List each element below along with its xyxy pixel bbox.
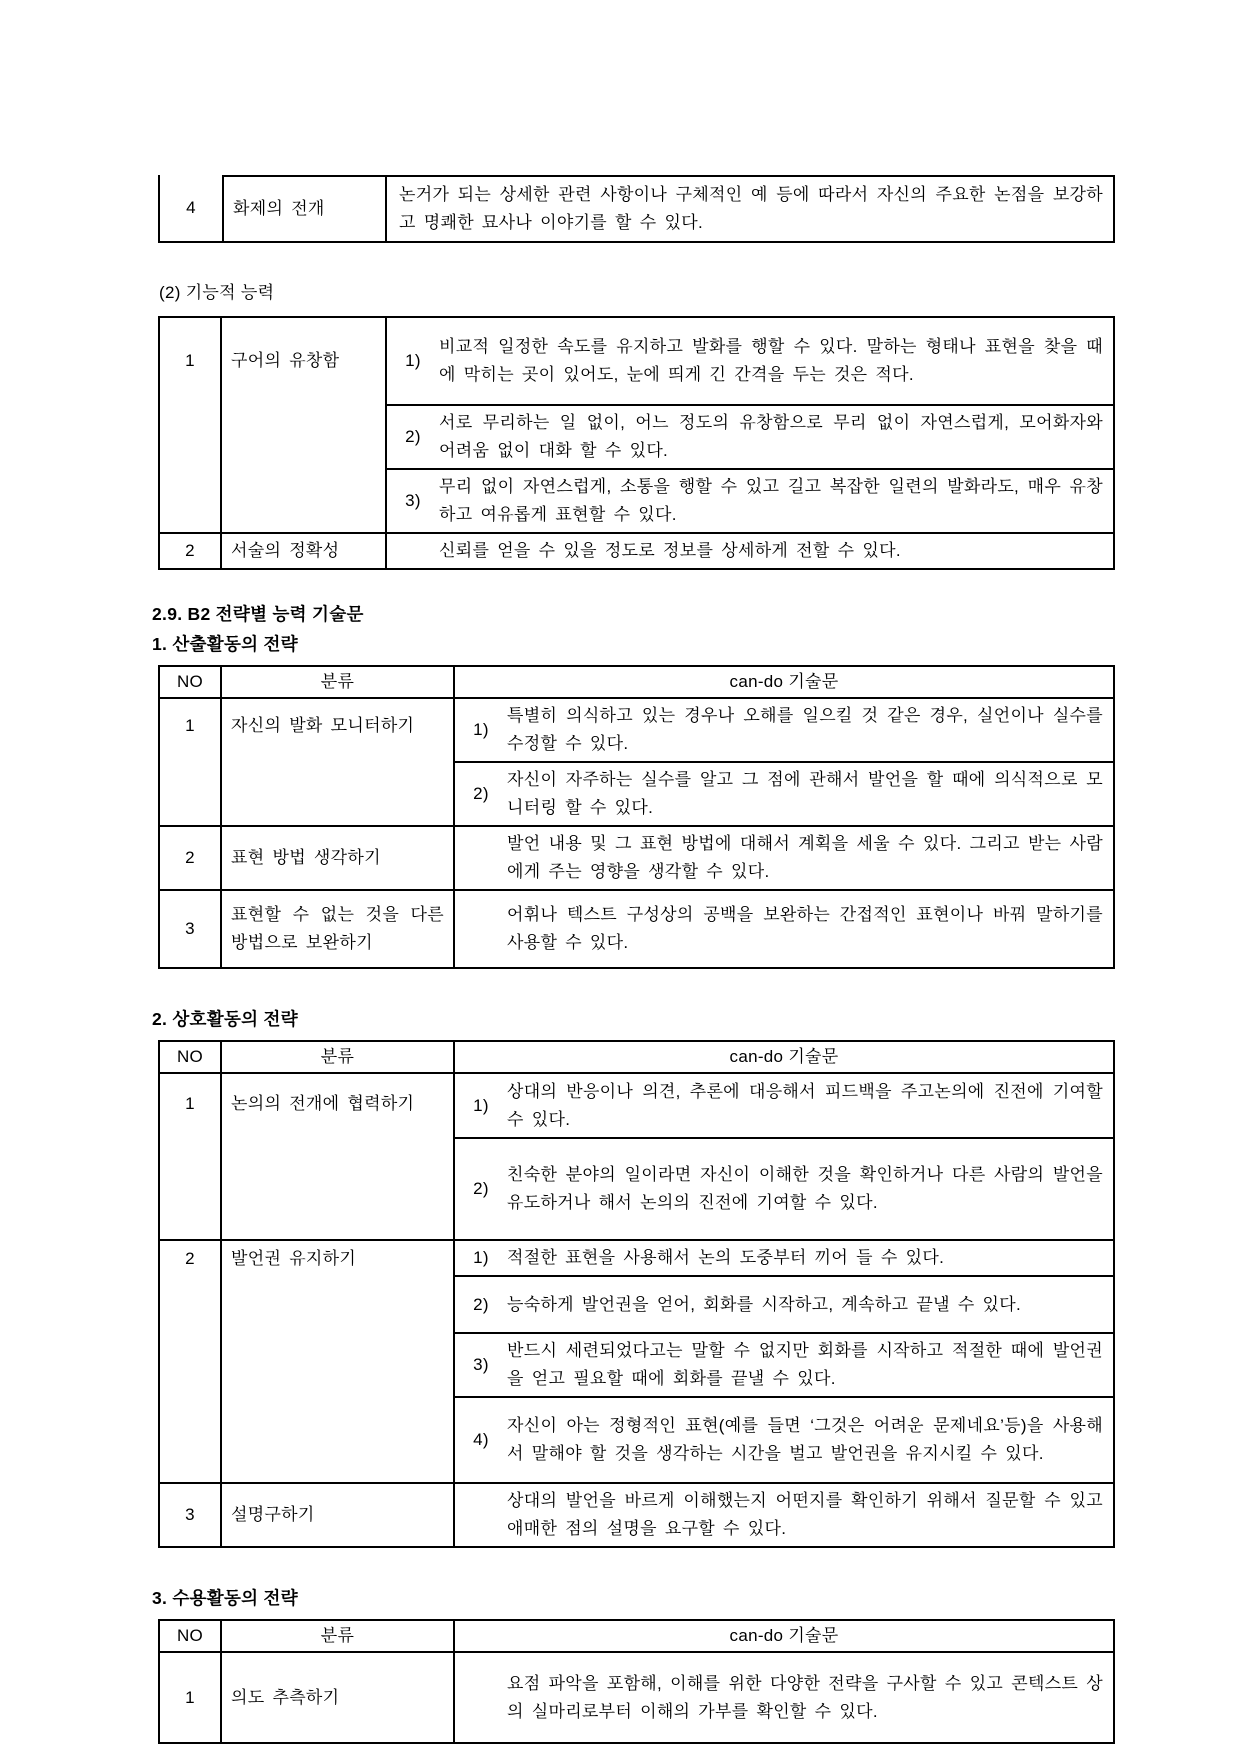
table-row xyxy=(160,825,1113,889)
table-header-row xyxy=(160,1042,1113,1072)
cando-item xyxy=(455,1396,1113,1482)
header-no: NO xyxy=(160,1621,222,1651)
row-number: 2 xyxy=(160,534,222,568)
header-cando: can-do 기술문 xyxy=(729,1047,839,1066)
cando-item xyxy=(455,1484,1113,1546)
row-category xyxy=(222,699,455,825)
row-category-text: 표현할 수 없는 것을 다른 방법으로 보완하기 xyxy=(231,905,444,952)
row-category-text: 서술의 정확성 xyxy=(231,541,340,560)
row-category xyxy=(222,318,387,532)
table-header-row xyxy=(160,1621,1113,1651)
cando-item xyxy=(387,404,1113,468)
row-number: 3 xyxy=(160,1484,222,1546)
header-no: NO xyxy=(160,1042,222,1072)
header-category: 분류 xyxy=(222,1042,455,1072)
row-number: 1 xyxy=(160,699,222,825)
cando-item xyxy=(455,761,1113,825)
row-number: 1 xyxy=(160,1653,222,1742)
row-category xyxy=(222,891,455,967)
header-cando: can-do 기술문 xyxy=(729,672,839,691)
table1-heading: 1. 산출활동의 전략 xyxy=(152,634,298,654)
item-number: 2) xyxy=(473,784,489,803)
row-number: 2 xyxy=(160,1241,222,1482)
table-row xyxy=(160,697,1113,825)
row-number: 3 xyxy=(160,891,222,967)
cando-text: 능숙하게 발언권을 얻어, 회화를 시작하고, 계속하고 끝낼 수 있다. xyxy=(507,1294,1022,1314)
cando-text: 상대의 발언을 바르게 이해했는지 어떤지를 확인하기 위해서 질문할 수 있고 애매한 점의 설명을 요구할 수 있다. xyxy=(507,1491,1103,1538)
row-category-text: 구어의 유창함 xyxy=(231,351,340,370)
carryover-table-row xyxy=(158,175,1115,243)
row-category-text: 자신의 발화 모니터하기 xyxy=(231,716,415,735)
cando-item xyxy=(387,534,1113,568)
row-cando-cell xyxy=(455,699,1113,825)
table-row xyxy=(160,889,1113,967)
section-2-9-heading: 2.9. B2 전략별 능력 기술문 xyxy=(152,604,364,624)
row-cando-cell xyxy=(455,1074,1113,1239)
cando-text: 자신이 자주하는 실수를 알고 그 점에 관해서 발언을 할 때에 의식적으로 모니터링 할 수 있다. xyxy=(507,770,1103,817)
cando-text: 특별히 의식하고 있는 경우나 오해를 일으킬 것 같은 경우, 실언이나 실수를 수정할 수 있다. xyxy=(507,706,1103,753)
header-cando: can-do 기술문 xyxy=(729,1626,839,1645)
row-category-text: 논의의 전개에 협력하기 xyxy=(231,1094,415,1113)
row-cando-cell xyxy=(455,1653,1113,1742)
row-category xyxy=(222,1241,455,1482)
table2-heading: 2. 상호활동의 전략 xyxy=(152,1009,298,1029)
table-row xyxy=(160,1239,1113,1482)
cando-text: 반드시 세련되었다고는 말할 수 없지만 회화를 시작하고 적절한 때에 발언권을 얻고 필요할 때에 회화를 끝낼 수 있다. xyxy=(507,1341,1103,1388)
row-category xyxy=(222,1074,455,1239)
row-category xyxy=(222,175,387,241)
item-number: 1) xyxy=(405,351,421,370)
row-category xyxy=(222,1484,455,1546)
row-number: 4 xyxy=(186,198,196,217)
item-number: 4) xyxy=(473,1430,489,1449)
item-number: 1) xyxy=(473,1248,489,1267)
cando-text: 신뢰를 얻을 수 있을 정도로 정보를 상세하게 전할 수 있다. xyxy=(439,541,901,560)
row-category xyxy=(222,827,455,889)
cando-item xyxy=(455,699,1113,761)
cando-text: 요점 파악을 포함해, 이해를 위한 다양한 전략을 구사할 수 있고 콘텍스트 상의 실마리로부터 이해의 가부를 확인할 수 있다. xyxy=(507,1673,1103,1721)
item-number: 2) xyxy=(473,1294,489,1314)
row-category xyxy=(222,1653,455,1742)
row-number: 1 xyxy=(160,318,222,532)
cando-text: 발언 내용 및 그 표현 방법에 대해서 계획을 세울 수 있다. 그리고 받는 사람에게 주는 영향을 생각할 수 있다. xyxy=(507,834,1103,881)
cando-item xyxy=(455,891,1113,967)
table-row xyxy=(160,532,1113,568)
document-content xyxy=(152,0,1115,1744)
item-number: 1) xyxy=(473,720,489,739)
interaction-strategy-table xyxy=(158,1040,1115,1548)
row-cando-cell xyxy=(387,175,1113,241)
cando-text: 논거가 되는 상세한 관련 사항이나 구체적인 예 등에 따라서 자신의 주요한 논점을 보강하고 명쾌한 묘사나 이야기를 할 수 있다. xyxy=(399,185,1103,232)
row-cando-cell xyxy=(455,1484,1113,1546)
row-cando-cell xyxy=(387,318,1113,532)
cando-item xyxy=(387,318,1113,404)
cando-text: 무리 없이 자연스럽게, 소통을 행할 수 있고 길고 복잡한 일련의 발화라도, 매우 유창하고 여유롭게 표현할 수 있다. xyxy=(439,477,1103,524)
header-category: 분류 xyxy=(222,667,455,697)
row-cando-cell xyxy=(455,891,1113,967)
cando-text: 서로 무리하는 일 없이, 어느 정도의 유창함으로 무리 없이 자연스럽게, 모어화자와 어려움 없이 대화 할 수 있다. xyxy=(439,413,1103,460)
row-number: 2 xyxy=(160,827,222,889)
header-no: NO xyxy=(160,667,222,697)
row-category-text: 표현 방법 생각하기 xyxy=(231,848,381,867)
item-number: 2) xyxy=(473,1179,489,1198)
reception-strategy-table xyxy=(158,1619,1115,1744)
cando-text: 비교적 일정한 속도를 유지하고 발화를 행할 수 있다. 말하는 형태나 표현을 찾을 때에 막히는 곳이 있어도, 눈에 띄게 긴 간격을 두는 것은 적다. xyxy=(439,337,1103,384)
table-row xyxy=(160,1482,1113,1546)
cando-item xyxy=(455,1332,1113,1396)
row-cando-cell xyxy=(455,827,1113,889)
row-category xyxy=(222,534,387,568)
cando-text: 친숙한 분야의 일이라면 자신이 이해한 것을 확인하거나 다른 사람의 발언을 유도하거나 해서 논의의 진전에 기여할 수 있다. xyxy=(507,1165,1103,1212)
cando-item xyxy=(455,827,1113,889)
functional-heading: (2) 기능적 능력 xyxy=(159,283,275,302)
row-category-text: 의도 추측하기 xyxy=(231,1687,340,1707)
table3-heading: 3. 수용활동의 전략 xyxy=(152,1588,298,1608)
table-header-row xyxy=(160,667,1113,697)
row-cando-cell xyxy=(387,534,1113,568)
row-category-text: 발언권 유지하기 xyxy=(231,1249,357,1268)
cando-text: 상대의 반응이나 의견, 추론에 대응해서 피드백을 주고논의에 진전에 기여할 수 있다. xyxy=(507,1081,1103,1129)
cando-item xyxy=(387,468,1113,532)
cando-text: 자신이 아는 정형적인 표현(예를 들면 ‘그것은 어려운 문제네요’등)을 사용해서 말해야 할 것을 생각하는 시간을 벌고 발언권을 유지시킬 수 있다. xyxy=(507,1416,1103,1463)
production-strategy-table xyxy=(158,665,1115,969)
cando-text: 적절한 표현을 사용해서 논의 도중부터 끼어 들 수 있다. xyxy=(507,1248,945,1267)
functional-table xyxy=(158,316,1115,570)
item-number: 2) xyxy=(405,427,421,446)
item-number: 3) xyxy=(405,491,421,510)
header-category: 분류 xyxy=(222,1621,455,1651)
row-cando-cell xyxy=(455,1241,1113,1482)
cando-item xyxy=(455,1275,1113,1332)
cando-item xyxy=(455,1241,1113,1275)
row-number: 1 xyxy=(160,1074,222,1239)
cando-item xyxy=(455,1653,1113,1742)
row-category-text: 화제의 전개 xyxy=(233,199,325,218)
cando-item xyxy=(455,1074,1113,1137)
table-row xyxy=(160,1651,1113,1742)
cando-item xyxy=(455,1137,1113,1239)
row-category-text: 설명구하기 xyxy=(231,1505,315,1524)
item-number: 1) xyxy=(473,1095,489,1115)
item-number: 3) xyxy=(473,1355,489,1374)
table-row xyxy=(160,1072,1113,1239)
table-row xyxy=(160,318,1113,532)
cando-text: 어휘나 텍스트 구성상의 공백을 보완하는 간접적인 표현이나 바꿔 말하기를 사용할 수 있다. xyxy=(507,905,1103,952)
